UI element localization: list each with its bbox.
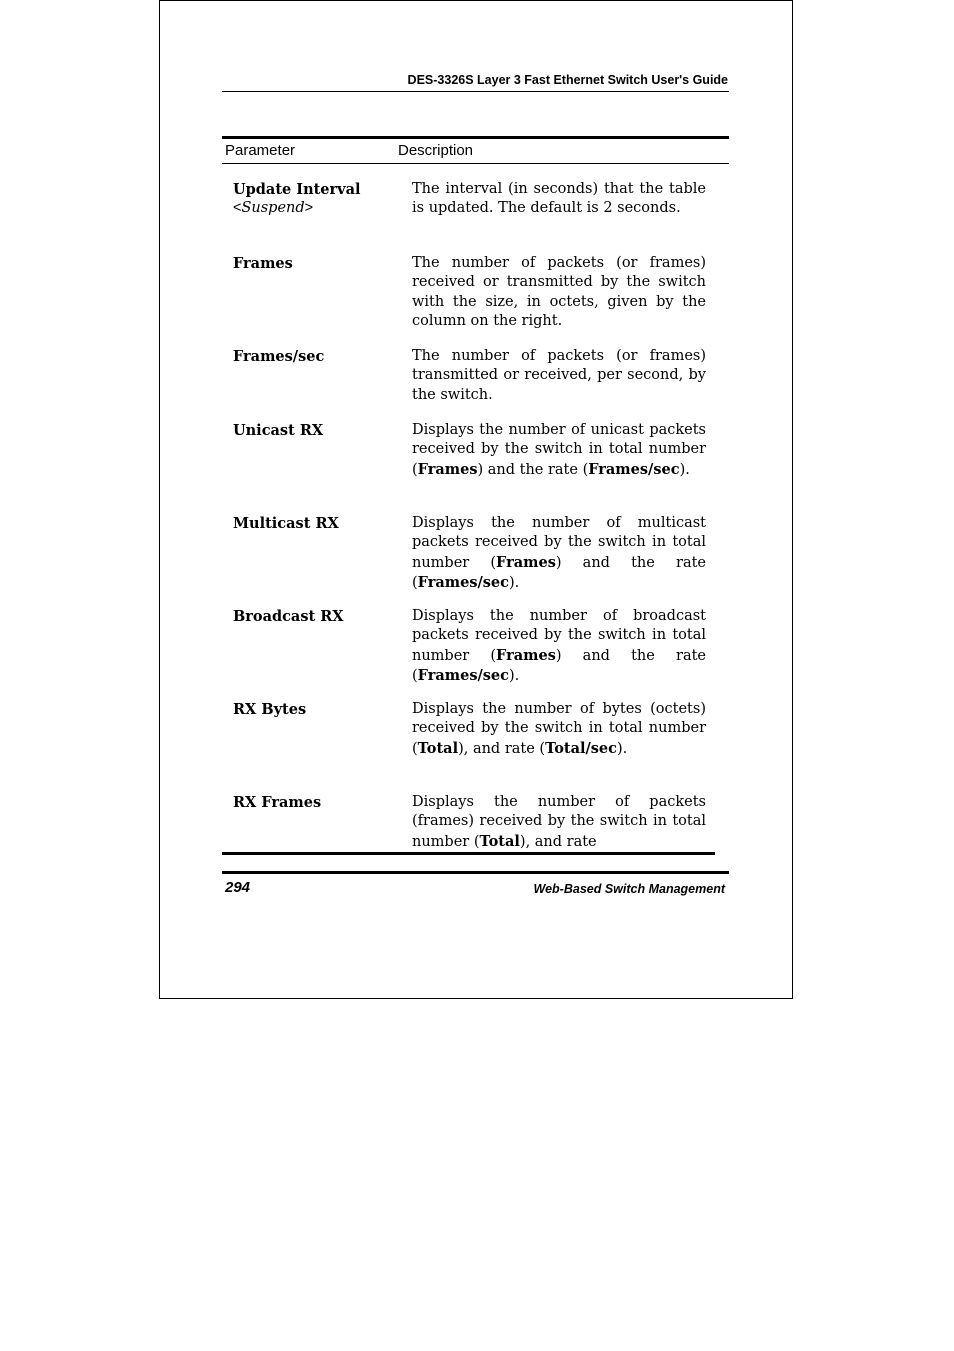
parameter-name: Multicast RX [233,515,339,532]
description-cell [412,514,706,593]
parameter-name: Update Interval [233,181,361,198]
description-text: ). [509,574,520,591]
description-text: Displays the number of bytes (octets) received by the switch in total number ( [412,701,706,757]
description-text: ). [509,667,520,684]
parameter-cell [233,180,403,219]
description-cell [412,421,706,480]
description-text: ) and the rate ( [412,647,706,684]
description-text: Displays the number of multicast packets received by the switch in total number ( [412,515,706,571]
description-cell [412,180,706,219]
parameter-name: Unicast RX [233,422,324,439]
column-header-parameter: Parameter [225,142,296,159]
description-emphasis: Frames [496,553,556,571]
table-top-rule [222,136,729,139]
description-emphasis: Total/sec [545,739,617,757]
description-emphasis: Frames [496,646,556,664]
description-emphasis: Total [417,739,459,757]
description-cell [412,347,706,405]
parameter-name: Frames/sec [233,348,325,365]
description-emphasis: Frames/sec [417,666,509,684]
column-header-description: Description [398,142,474,159]
parameter-cell [233,700,403,719]
description-text: ), and rate [519,833,597,850]
parameter-cell [233,421,403,440]
parameter-cell [233,793,403,812]
description-text: ), and rate ( [458,740,546,757]
footer-section-title: Web-Based Switch Management [533,882,725,896]
description-emphasis: Frames/sec [417,573,509,591]
table-bottom-rule [222,852,715,855]
description-cell [412,607,706,686]
parameter-cell [233,347,403,366]
parameter-name: Frames [233,255,293,272]
parameter-cell [233,514,403,533]
description-emphasis: Frames [417,460,478,478]
description-cell [412,254,706,331]
parameter-cell [233,607,403,626]
description-cell [412,700,706,759]
description-cell [412,793,706,852]
description-text: Displays the number of unicast packets received by the switch in total number ( [412,422,706,478]
parameter-name: RX Bytes [233,701,307,718]
parameter-name: RX Frames [233,794,322,811]
description-text: Displays the number of broadcast packets received by the switch in total number ( [412,608,706,664]
description-text: The number of packets (or frames) transmitted or received, per second, by the switch. [412,348,706,403]
parameter-value-hint: <Suspend> [233,200,314,217]
running-header: DES-3326S Layer 3 Fast Ethernet Switch User's Guide [407,73,728,87]
description-text: The number of packets (or frames) received or transmitted by the switch with the size, in octets, given by the column on the right. [412,255,706,329]
description-text: ). [679,461,690,478]
description-emphasis: Frames/sec [588,460,680,478]
description-text: Displays the number of packets (frames) received by the switch in total number ( [412,794,706,850]
footer-rule [222,871,729,874]
description-text: ) and the rate ( [412,554,706,591]
description-text: ). [617,740,628,757]
description-text: The interval (in seconds) that the table is updated. The default is 2 seconds. [412,181,706,217]
description-text: ) and the rate ( [477,461,589,478]
parameter-name: Broadcast RX [233,608,344,625]
header-rule [222,91,729,92]
page-number: 294 [225,879,251,896]
table-header-rule [222,163,729,164]
description-emphasis: Total [479,832,520,850]
parameter-cell [233,254,403,273]
